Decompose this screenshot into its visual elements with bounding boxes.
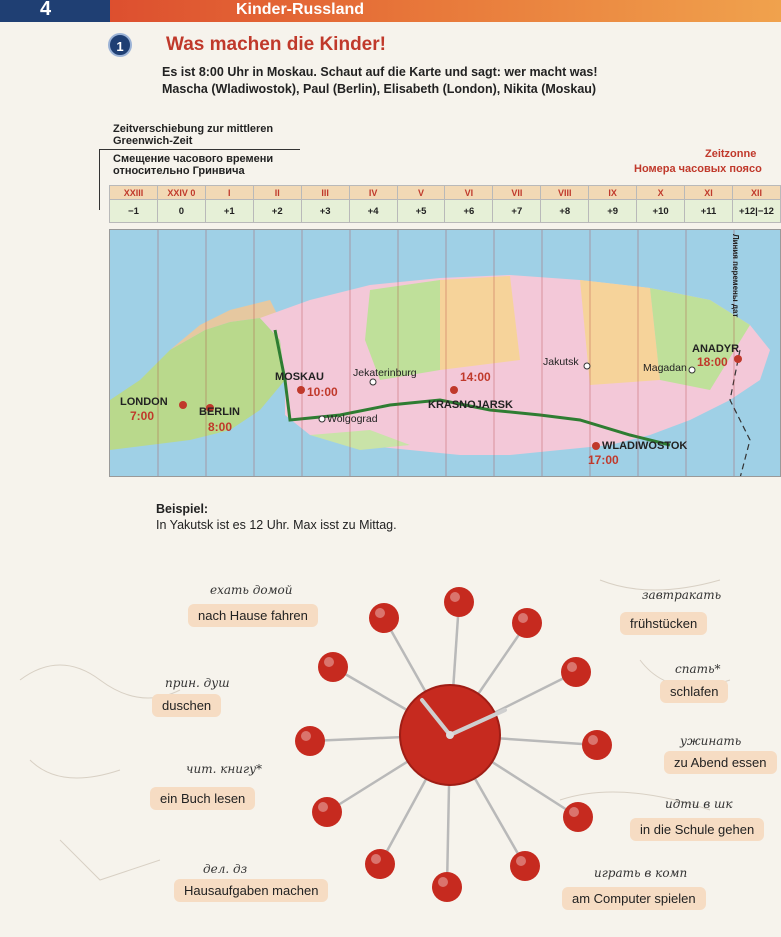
time-anadyr: 18:00 — [697, 355, 728, 369]
zone-number: IV — [349, 186, 397, 200]
time-london: 7:00 — [130, 409, 155, 423]
activity-chip: duschen — [152, 694, 221, 717]
utc-offset: +8 — [541, 200, 589, 223]
city-magadan: Magadan — [643, 362, 687, 374]
time-moskau: 10:00 — [307, 385, 338, 399]
zone-number: X — [637, 186, 685, 200]
utc-offset: −1 — [110, 200, 158, 223]
instruction-line-1: Es ist 8:00 Uhr in Moskau. Schaut auf die Karte und sagt: wer macht was! — [162, 65, 598, 79]
activity-chip: ein Buch lesen — [150, 787, 255, 810]
city-london: LONDON — [120, 396, 168, 408]
utc-offset: +1 — [205, 200, 253, 223]
zone-number: VI — [445, 186, 493, 200]
utc-offset: +9 — [589, 200, 637, 223]
activity-chip: nach Hause fahren — [188, 604, 318, 627]
zone-number: XI — [685, 186, 733, 200]
activity-chip: in die Schule gehen — [630, 818, 764, 841]
unit-header-band — [0, 0, 781, 22]
activity-chip: Hausaufgaben machen — [174, 879, 328, 902]
utc-offset: +4 — [349, 200, 397, 223]
activity-chip: schlafen — [660, 680, 728, 703]
exercise-number-badge: 1 — [108, 33, 132, 57]
utc-offset: +6 — [445, 200, 493, 223]
example-label: Beispiel: — [156, 502, 209, 516]
timezone-table — [109, 185, 781, 223]
zone-number: IX — [589, 186, 637, 200]
city-krasnojarsk: KRASNOJARSK — [428, 399, 513, 411]
city-wolgograd: Wolgograd — [327, 413, 378, 425]
utc-offset: +10 — [637, 200, 685, 223]
zone-number: II — [253, 186, 301, 200]
zone-number: I — [205, 186, 253, 200]
handwritten-note: спать* — [675, 662, 721, 676]
activity-chip: frühstücken — [620, 612, 707, 635]
activity-chip: am Computer spielen — [562, 887, 706, 910]
zone-number: VIII — [541, 186, 589, 200]
timezone-offset-row — [110, 200, 781, 223]
time-berlin: 8:00 — [208, 420, 233, 434]
handwritten-note: прин. душ — [165, 676, 230, 690]
timezone-map — [109, 229, 781, 477]
zone-number: XXIV 0 — [157, 186, 205, 200]
handwritten-note: завтракать — [642, 588, 722, 602]
utc-offset: +5 — [397, 200, 445, 223]
utc-offset: +7 — [493, 200, 541, 223]
unit-title: Kinder-Russland — [236, 1, 365, 18]
utc-offset: 0 — [157, 200, 205, 223]
city-jakutsk: Jakutsk — [543, 356, 579, 368]
example-text: In Yakutsk ist es 12 Uhr. Max isst zu Mittag. — [156, 518, 397, 532]
utc-offset: +12|−12 — [732, 200, 780, 223]
handwritten-note: ехать домой — [210, 583, 293, 597]
instruction-line-2: Mascha (Wladiwostok), Paul (Berlin), Elisabeth (London), Nikita (Moskau) — [162, 82, 597, 96]
exercise-title: Was machen die Kinder! — [166, 34, 386, 55]
handwritten-note: ужинать — [680, 734, 742, 748]
handwritten-note: играть в комп — [594, 866, 688, 880]
zone-numbers-label-german: Zeitzonne — [705, 148, 757, 160]
zone-number: XXIII — [110, 186, 158, 200]
city-anadyr: ANADYR — [692, 343, 740, 355]
city-moskau: MOSKAU — [275, 371, 324, 383]
page-number: 4 — [0, 0, 110, 22]
activity-chip: zu Abend essen — [664, 751, 777, 774]
zone-number: III — [301, 186, 349, 200]
city-wladiwostok: WLADIWOSTOK — [602, 440, 688, 452]
timezone-roman-row — [110, 186, 781, 200]
time-krasnojarsk: 14:00 — [460, 370, 491, 384]
utc-offset: +2 — [253, 200, 301, 223]
city-berlin: BERLIN — [199, 406, 240, 418]
city-jekaterinburg: Jekaterinburg — [353, 367, 417, 379]
handwritten-note: чит. книгу* — [186, 762, 263, 776]
exercise-instruction — [162, 64, 722, 98]
zone-numbers-label-russian: Номера часовых поясо — [634, 163, 762, 175]
utc-offset: +11 — [685, 200, 733, 223]
timezone-note-german: Zeitverschiebung zur mittleren Greenwich-Zeit — [113, 123, 274, 147]
zone-number: VII — [493, 186, 541, 200]
utc-offset: +3 — [301, 200, 349, 223]
timezone-note-russian: Смещение часового времени относительно Гринвича — [113, 153, 274, 177]
dateline-note: Линия перемены дат — [731, 234, 740, 318]
zone-number: XII — [732, 186, 780, 200]
time-wladiwostok: 17:00 — [588, 453, 619, 467]
handwritten-note: дел. дз — [203, 862, 248, 876]
zone-number: V — [397, 186, 445, 200]
handwritten-note: идти в шк — [665, 797, 733, 811]
